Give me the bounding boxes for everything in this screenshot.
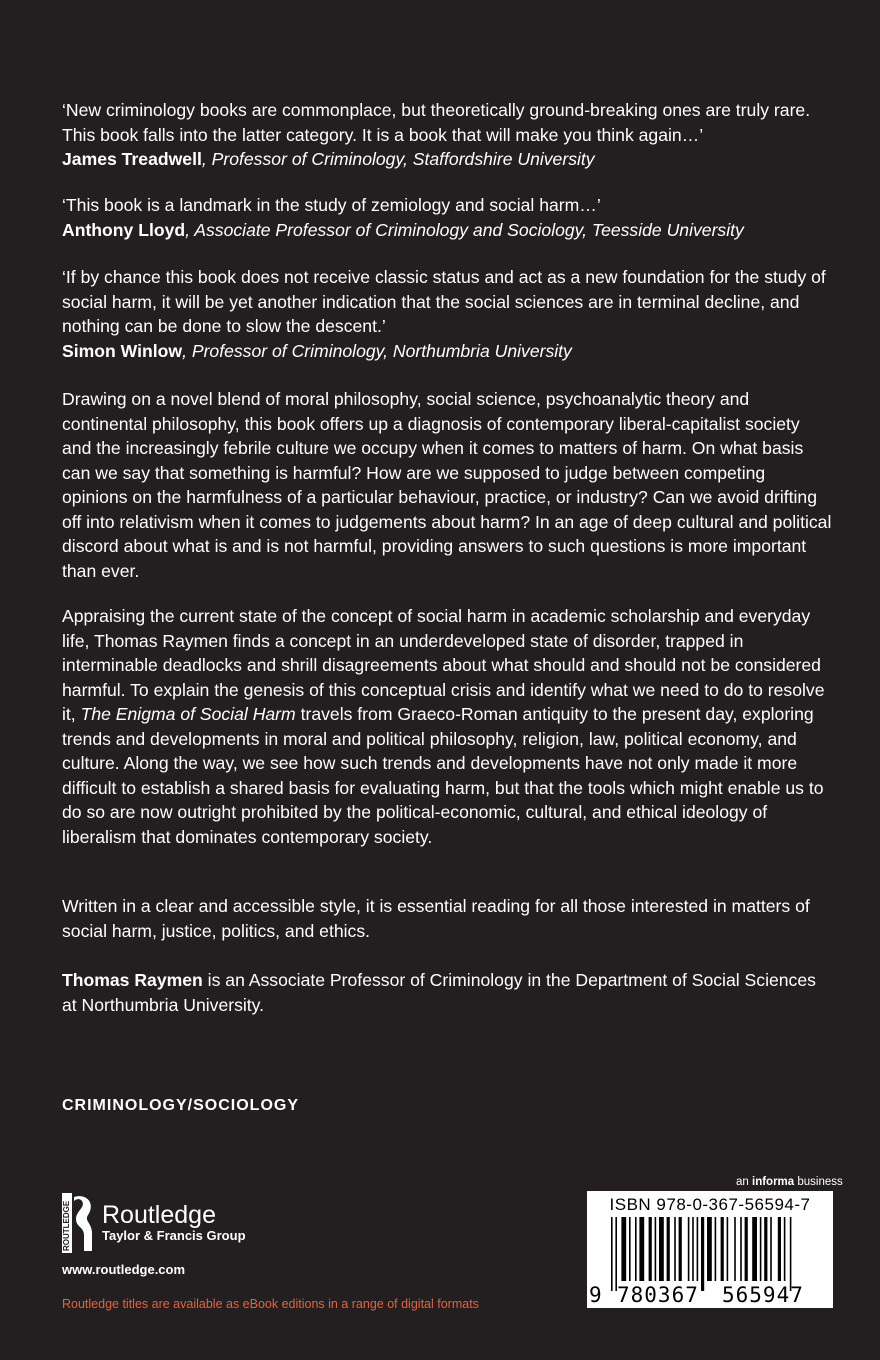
- quote-author: James Treadwell: [62, 149, 202, 169]
- description-text: Appraising the current state of the concept of social harm in academic scholarship and everyday life, Thomas Raymen finds a concept in an underdeveloped state of disorder, trapped in interminable deadlocks and shrill disagreements about what should and should not be considered harmful. To explain the genesis of this conceptual crisis and identify what we need to do to resolve it,: [62, 606, 825, 724]
- barcode-bar: [745, 1217, 748, 1281]
- quote-author-role: , Associate Professor of Criminology and Sociology, Teesside University: [185, 219, 744, 240]
- subject-category: CRIMINOLOGY/SOCIOLOGY: [62, 1097, 300, 1114]
- quote-author-role: , Professor of Criminology, Northumbria University: [182, 340, 572, 361]
- ebook-note: Routledge titles are available as eBook editions in a range of digital formats: [62, 1297, 479, 1311]
- quote-treadwell: [62, 98, 832, 172]
- barcode-bar: [667, 1217, 670, 1281]
- barcode-bar: [611, 1217, 613, 1291]
- publisher-name: Routledge: [102, 1201, 216, 1229]
- book-title: The Enigma of Social Harm: [80, 704, 296, 724]
- quote-text: ‘If by chance this book does not receive classic status and act as a new foundation for the study of social harm, it will be yet another indication that the social sciences are in terminal decline, and nothing can be done to slow the descent.’: [62, 267, 826, 336]
- barcode-bar: [721, 1217, 724, 1281]
- routledge-logo-icon: [62, 1193, 96, 1253]
- quote-author: Anthony Lloyd: [62, 219, 186, 240]
- barcode-bar: [707, 1217, 712, 1281]
- barcode-bar: [649, 1217, 652, 1281]
- quote-text: ‘This book is a landmark in the study of zemiology and social harm…’: [62, 195, 601, 215]
- description-paragraph-3: Written in a clear and accessible style, it is essential reading for all those interested in matters of social harm, justice, politics, and ethics.: [62, 896, 810, 941]
- publisher-logo: [62, 1193, 246, 1253]
- barcode-bar: [790, 1217, 792, 1291]
- barcode-bar: [784, 1217, 786, 1281]
- quote-author: Simon Winlow: [62, 340, 183, 361]
- barcode-bar: [740, 1217, 742, 1281]
- barcode-bar: [639, 1217, 644, 1281]
- barcode-left-digits: 780367: [617, 1283, 699, 1307]
- barcode-right-digits: 565947: [722, 1283, 804, 1307]
- barcode-bar: [715, 1217, 717, 1281]
- informa-tagline: an informa business: [736, 1176, 843, 1188]
- publisher-website: www.routledge.com: [62, 1262, 186, 1277]
- quote-attribution: [62, 218, 832, 243]
- svg-text:ROUTLEDGE: ROUTLEDGE: [62, 1200, 71, 1251]
- barcode-bar: [734, 1217, 736, 1281]
- author-bio-text: is an Associate Professor of Criminology in the Department of Social Sciences at Northumbria University.: [62, 970, 816, 1015]
- barcode-first-digit: 9: [589, 1283, 603, 1307]
- barcode-bar: [727, 1217, 729, 1281]
- author-bio: [62, 968, 832, 1017]
- barcode-bar: [679, 1217, 682, 1281]
- quote-text: ‘New criminology books are commonplace, but theoretically ground-breaking ones are truly rare. This book falls into the latter category. It is a book that will make you think again…’: [62, 100, 811, 145]
- quote-winlow: [62, 265, 832, 363]
- barcode-bar: [629, 1217, 631, 1281]
- barcode-bar: [697, 1217, 699, 1281]
- barcode-bar: [674, 1217, 676, 1281]
- publisher-wordmark: [102, 1202, 246, 1244]
- barcode-bar: [764, 1217, 767, 1281]
- barcode-bar: [752, 1217, 757, 1281]
- barcode-bar: [615, 1217, 617, 1291]
- barcode-bars: [595, 1217, 825, 1293]
- barcode-bar: [659, 1217, 664, 1281]
- quote-attribution: [62, 339, 832, 364]
- quote-author-role: , Professor of Criminology, Staffordshire University: [201, 149, 595, 169]
- barcode-bar: [692, 1217, 694, 1281]
- barcode-bar: [621, 1217, 626, 1281]
- barcode-bar: [701, 1217, 704, 1291]
- author-name: Thomas Raymen: [62, 970, 203, 990]
- publisher-group: Taylor & Francis Group: [102, 1228, 246, 1243]
- isbn-barcode: [587, 1191, 833, 1308]
- barcode-bar: [770, 1217, 772, 1281]
- barcode-bar: [635, 1217, 637, 1281]
- description-paragraph-2: [62, 604, 832, 849]
- description-paragraph-1: Drawing on a novel blend of moral philosophy, social science, psychoanalytic theory and continental philosophy, this book offers up a diagnosis of contemporary liberal-capitalist society and the increasingly febrile culture we occupy when it comes to matters of harm. On what basis can we say that something is harmful? How are we supposed to judge between competing opinions on the harmfulness of a particular behaviour, practice, or industry? Can we avoid drifting off into relativism when it comes to judgements about harm? In an age of deep cultural and political discord about what is and is not harmful, providing answers to such questions is more important than ever.: [62, 389, 832, 581]
- barcode-bar: [778, 1217, 781, 1281]
- quote-lloyd: [62, 193, 832, 242]
- barcode-bar: [760, 1217, 762, 1281]
- quote-attribution: [62, 147, 832, 172]
- description-text: travels from Graeco-Roman antiquity to the present day, exploring trends and developments in moral and political philosophy, religion, law, political economy, and culture. Along the way, we see how such trends and developments have not only made it more difficult to establish a shared basis for evaluating harm, but that the tools which might enable us to do so are now outright prohibited by the political-economic, cultural, and ethical ideology of liberalism that dominates contemporary society.: [62, 704, 824, 847]
- barcode-bar: [688, 1217, 690, 1281]
- barcode-bar: [655, 1217, 657, 1281]
- isbn-label: ISBN 978-0-367-56594-7: [609, 1195, 811, 1214]
